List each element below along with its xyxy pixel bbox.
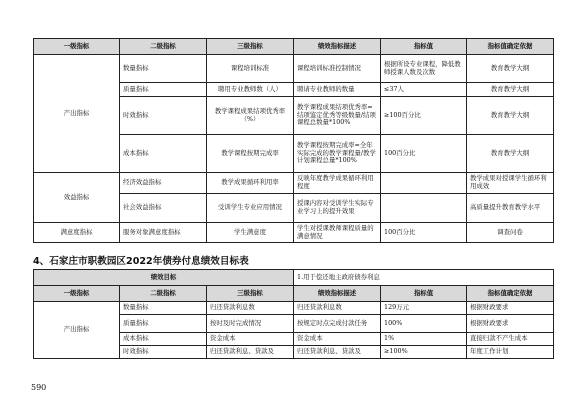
table-cell: 教学成果对授课学生循环利用成效	[467, 173, 554, 194]
table-cell: 教学课程成果结项优秀率（%）	[207, 97, 294, 135]
header-cell: 三级指标	[207, 39, 294, 55]
header-cell: 指标值	[381, 286, 467, 302]
table-cell: 课程培训标准控制情况	[294, 55, 381, 83]
table-cell: 归还贷款利息、贷款及	[207, 346, 294, 359]
table-header-row	[34, 39, 554, 55]
table-cell: 教学课程按期完成率	[207, 135, 294, 173]
table-cell: 成本指标	[120, 135, 207, 173]
table-cell: 课程培训标准	[207, 55, 294, 83]
table-cell: 100%	[381, 315, 467, 333]
header-cell: 指标值	[381, 39, 467, 55]
table-cell: 根据财政要求	[467, 302, 554, 315]
table-cell: 教育教学大纲	[467, 135, 554, 173]
table-cell: 按规定时点完成付款任务	[294, 315, 381, 333]
table-cell: 调查问卷	[467, 223, 554, 243]
table-cell: 129万元	[381, 302, 467, 315]
table-cell	[381, 194, 467, 223]
table-cell: 经济效益指标	[120, 173, 207, 194]
header-cell: 指标值确定依据	[467, 286, 554, 302]
table-cell: 受训学生专业应用情况	[207, 194, 294, 223]
table-cell	[381, 173, 467, 194]
table-cell: 归还贷款利息数	[207, 302, 294, 315]
goal-row	[34, 270, 554, 286]
table-cell: 年度工作计划	[467, 346, 554, 359]
header-cell: 一级指标	[34, 286, 120, 302]
section-heading: 4、石家庄市职教园区2022年债券付息绩效目标表	[33, 256, 249, 267]
table-cell: 归还贷款利息数	[294, 302, 381, 315]
table-cell: 根据所设专业课程，降低教师授课人数及次数	[381, 55, 467, 83]
table-cell: 资金成本	[207, 333, 294, 346]
performance-table-2	[33, 269, 554, 359]
table-cell: 时效指标	[120, 346, 207, 359]
table-cell: 学生满意度	[207, 223, 294, 243]
table-cell: 时效指标	[120, 97, 207, 135]
table-cell: ≤37人	[381, 83, 467, 97]
table-cell: 质量指标	[120, 315, 207, 333]
table-row	[34, 302, 554, 315]
table-cell: 授课内容对受训学生实际专业学习上的提升效果	[294, 194, 381, 223]
table-cell: 直接归款不产生成本	[467, 333, 554, 346]
table-cell: 服务对象满意度指标	[120, 223, 207, 243]
table-cell: 学生对授课教师课程质量的满意情况	[294, 223, 381, 243]
table-cell: 归还贷款利息、贷款及	[294, 346, 381, 359]
table-cell: 教育教学大纲	[467, 83, 554, 97]
level1-cell: 满意度指标	[34, 223, 120, 243]
table-cell: 100百分比	[381, 135, 467, 173]
performance-table-1	[33, 38, 554, 243]
header-cell: 绩效指标描述	[294, 39, 381, 55]
level1-cell: 产出指标	[34, 55, 120, 173]
table-cell: ≥100百分比	[381, 97, 467, 135]
level1-cell: 效益指标	[34, 173, 120, 223]
table-cell: 根据财政要求	[467, 315, 554, 333]
table-cell: 数量指标	[120, 55, 207, 83]
table-row	[34, 55, 554, 83]
table-cell: ≥100%	[381, 346, 467, 359]
header-cell: 指标值确定依据	[467, 39, 554, 55]
table-cell: 教学课程按期完成率=全年实际完成的教学课程量/教学计划课程总量*100%	[294, 135, 381, 173]
table-cell: 聘请专业教师的数量	[294, 83, 381, 97]
table-cell: 数量指标	[120, 302, 207, 315]
table-cell: 教学成果循环利用率	[207, 173, 294, 194]
table-cell: 成本指标	[120, 333, 207, 346]
table-cell: 教学课程成果结项优秀率=结项鉴定优秀等级数量/结项课程总数量*100%	[294, 97, 381, 135]
table-cell: 资金成本	[294, 333, 381, 346]
table-cell: 质量指标	[120, 83, 207, 97]
header-cell: 一级指标	[34, 39, 120, 55]
table-cell: 教育教学大纲	[467, 55, 554, 83]
header-cell: 三级指标	[207, 286, 294, 302]
level1-cell: 产出指标	[34, 302, 120, 359]
table-cell: 100百分比	[381, 223, 467, 243]
table-cell: 按时及时完成情况	[207, 315, 294, 333]
table-cell: 1%	[381, 333, 467, 346]
table-cell: 教育教学大纲	[467, 97, 554, 135]
page-number: 590	[31, 383, 47, 392]
goal-text: 1.用于偿还地主政府债券利息	[294, 270, 554, 286]
header-cell: 二级指标	[120, 286, 207, 302]
table-cell: 反映年度教学成果循环利用程度	[294, 173, 381, 194]
table-cell: 聘用专业教师数（人）	[207, 83, 294, 97]
table-row	[34, 223, 554, 243]
table-cell: 高质量提升教育教学水平	[467, 194, 554, 223]
header-cell: 绩效指标描述	[294, 286, 381, 302]
table-cell: 社会效益指标	[120, 194, 207, 223]
table-row	[34, 173, 554, 194]
header-cell: 二级指标	[120, 39, 207, 55]
goal-label: 绩效目标	[34, 270, 294, 286]
table-header-row	[34, 286, 554, 302]
